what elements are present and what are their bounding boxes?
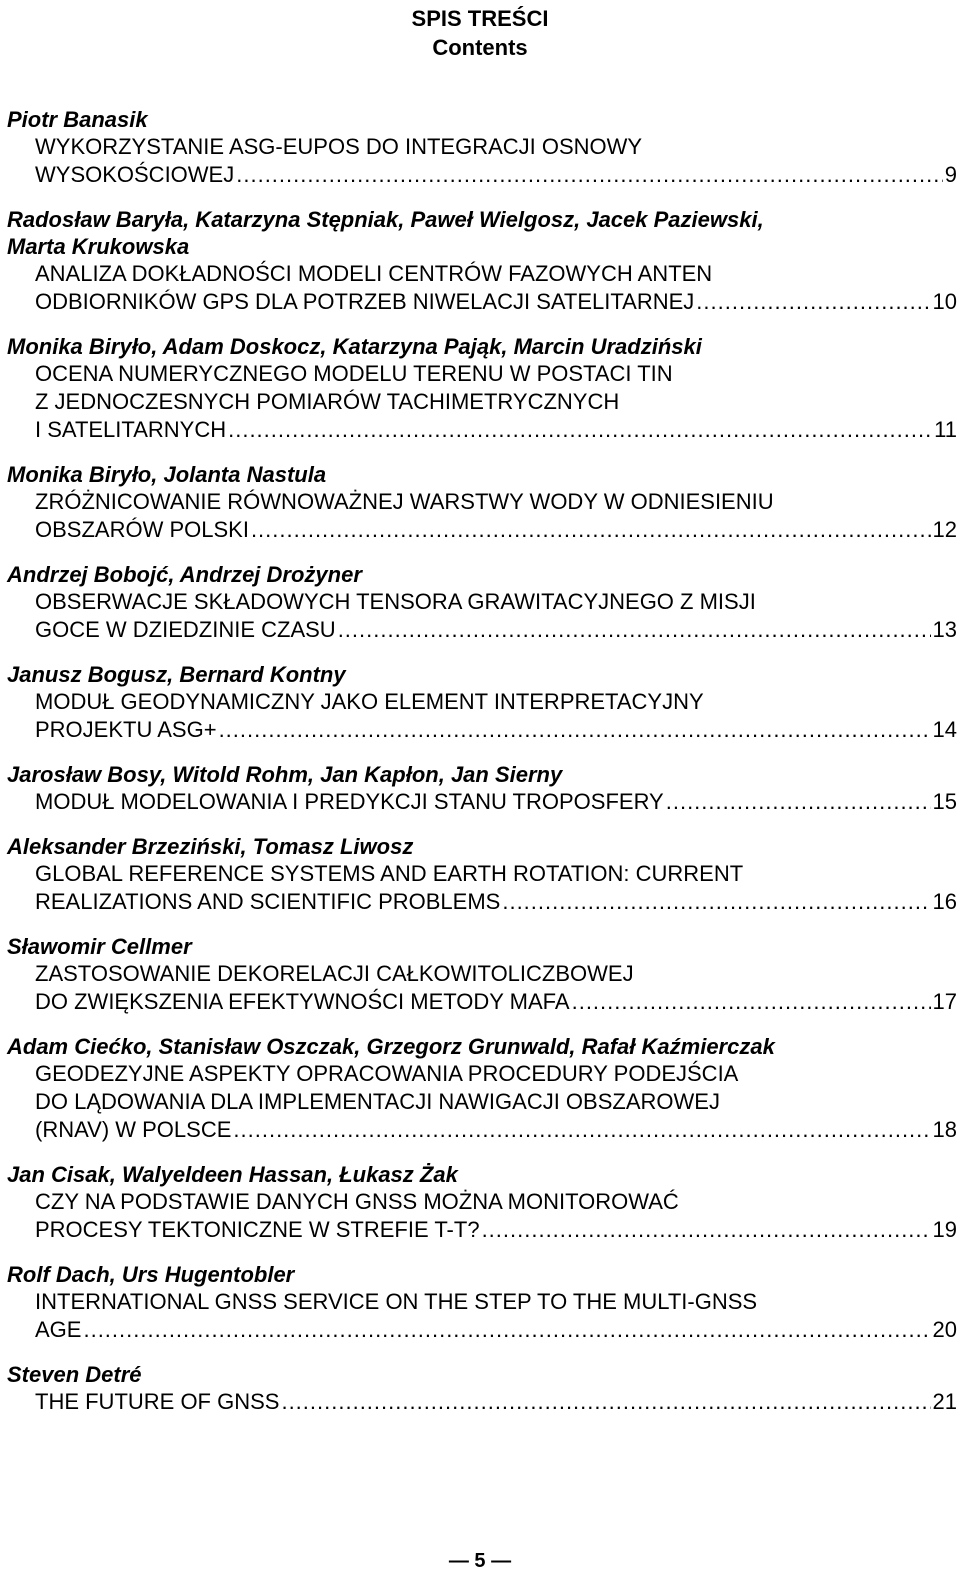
- title-line: CZY NA PODSTAWIE DANYCH GNSS MOŻNA MONITOROWAĆ: [35, 1189, 679, 1214]
- title-last-line: [35, 616, 957, 644]
- dot-leader: [666, 788, 931, 816]
- page-ref[interactable]: 14: [932, 717, 957, 742]
- toc-entry[interactable]: [7, 206, 957, 316]
- title-line: REALIZATIONS AND SCIENTIFIC PROBLEMS: [35, 889, 501, 914]
- toc-entry[interactable]: [7, 933, 957, 1016]
- title-line: ODBIORNIKÓW GPS DLA POTRZEB NIWELACJI SATELITARNEJ: [35, 289, 695, 314]
- title-line: THE FUTURE OF GNSS: [35, 1389, 280, 1414]
- title-line: ZASTOSOWANIE DEKORELACJI CAŁKOWITOLICZBOWEJ: [35, 961, 634, 986]
- page-ref[interactable]: 13: [932, 617, 957, 642]
- title-line: WYKORZYSTANIE ASG-EUPOS DO INTEGRACJI OSNOWY: [35, 134, 643, 159]
- page-ref[interactable]: 18: [932, 1117, 957, 1142]
- title-line: GEODEZYJNE ASPEKTY OPRACOWANIA PROCEDURY PODEJŚCIA: [35, 1061, 739, 1086]
- title-last-line: [35, 1316, 957, 1344]
- toc-entry-authors: [7, 1161, 957, 1188]
- toc-list: [7, 106, 957, 1433]
- title-last-line: [35, 161, 957, 189]
- toc-entry-authors: [7, 461, 957, 488]
- title-line: GOCE W DZIEDZINIE CZASU: [35, 617, 336, 642]
- page-ref[interactable]: 21: [932, 1389, 957, 1414]
- toc-entry-authors: [7, 106, 957, 133]
- author-line: Andrzej Bobojć, Andrzej Drożyner: [7, 562, 362, 587]
- toc-entry-title: [7, 1388, 957, 1416]
- toc-entry[interactable]: [7, 661, 957, 744]
- page-ref[interactable]: 9: [944, 162, 957, 187]
- toc-entry[interactable]: [7, 561, 957, 644]
- toc-entry[interactable]: [7, 461, 957, 544]
- author-line: Jan Cisak, Walyeldeen Hassan, Łukasz Żak: [7, 1162, 458, 1187]
- page-ref[interactable]: 17: [932, 989, 957, 1014]
- author-line: Steven Detré: [7, 1362, 142, 1387]
- toc-entry-title: [7, 1288, 957, 1344]
- toc-title-pl: SPIS TREŚCI: [411, 6, 549, 31]
- title-line: PROCESY TEKTONICZNE W STREFIE T-T?: [35, 1217, 480, 1242]
- toc-entry-title: [7, 788, 957, 816]
- title-line: (RNAV) W POLSCE: [35, 1117, 232, 1142]
- toc-entry-title: [7, 260, 957, 316]
- title-last-line: [35, 516, 957, 544]
- author-line: Piotr Banasik: [7, 107, 148, 132]
- toc-entry[interactable]: [7, 333, 957, 444]
- title-last-line: [35, 1116, 957, 1144]
- dot-leader: [696, 288, 930, 316]
- title-line: MODUŁ GEODYNAMICZNY JAKO ELEMENT INTERPRETACYJNY: [35, 689, 704, 714]
- page-ref[interactable]: 12: [932, 517, 957, 542]
- title-line: Z JEDNOCZESNYCH POMIARÓW TACHIMETRYCZNYCH: [35, 389, 620, 414]
- title-last-line: [35, 716, 957, 744]
- toc-entry-authors: [7, 761, 957, 788]
- title-last-line: [35, 1216, 957, 1244]
- dot-leader: [502, 888, 930, 916]
- page-ref[interactable]: 10: [932, 289, 957, 314]
- author-line: Monika Biryło, Adam Doskocz, Katarzyna Pająk, Marcin Uradziński: [7, 334, 702, 359]
- title-line: OBSZARÓW POLSKI: [35, 517, 249, 542]
- toc-entry-title: [7, 1060, 957, 1144]
- title-line: ZRÓŻNICOWANIE RÓWNOWAŻNEJ WARSTWY WODY W ODNIESIENIU: [35, 489, 774, 514]
- dot-leader: [83, 1316, 930, 1344]
- title-line: AGE: [35, 1317, 82, 1342]
- toc-entry[interactable]: [7, 106, 957, 189]
- toc-entry-title: [7, 960, 957, 1016]
- page-ref[interactable]: 20: [932, 1317, 957, 1342]
- dot-leader: [233, 1116, 930, 1144]
- toc-entry[interactable]: [7, 761, 957, 816]
- toc-entry-authors: [7, 333, 957, 360]
- title-line: WYSOKOŚCIOWEJ: [35, 162, 235, 187]
- page-ref[interactable]: 11: [934, 417, 957, 442]
- title-line: ANALIZA DOKŁADNOŚCI MODELI CENTRÓW FAZOWYCH ANTEN: [35, 261, 713, 286]
- toc-entry[interactable]: [7, 833, 957, 916]
- page-ref[interactable]: 15: [932, 789, 957, 814]
- title-last-line: [35, 888, 957, 916]
- title-last-line: [35, 1388, 957, 1416]
- toc-entry-title: [7, 133, 957, 189]
- toc-entry-title: [7, 488, 957, 544]
- toc-entry-title: [7, 360, 957, 444]
- title-last-line: [35, 788, 957, 816]
- toc-entry-title: [7, 1188, 957, 1244]
- toc-entry-authors: [7, 206, 957, 260]
- toc-entry-authors: [7, 1261, 957, 1288]
- toc-entry[interactable]: [7, 1361, 957, 1416]
- author-line: Sławomir Cellmer: [7, 934, 192, 959]
- author-line: Rolf Dach, Urs Hugentobler: [7, 1262, 295, 1287]
- toc-entry-title: [7, 860, 957, 916]
- title-line: I SATELITARNYCH: [35, 417, 227, 442]
- toc-entry-title: [7, 688, 957, 744]
- dot-leader: [219, 716, 931, 744]
- toc-entry-authors: [7, 661, 957, 688]
- title-line: OCENA NUMERYCZNEGO MODELU TERENU W POSTACI TIN: [35, 361, 673, 386]
- dot-leader: [228, 416, 932, 444]
- dot-leader: [482, 1216, 931, 1244]
- toc-entry[interactable]: [7, 1033, 957, 1144]
- title-line: INTERNATIONAL GNSS SERVICE ON THE STEP TO THE MULTI-GNSS: [35, 1289, 758, 1314]
- page-ref[interactable]: 16: [932, 889, 957, 914]
- author-line: Monika Biryło, Jolanta Nastula: [7, 462, 327, 487]
- toc-entry-authors: [7, 833, 957, 860]
- title-line: DO ZWIĘKSZENIA EFEKTYWNOŚCI METODY MAFA: [35, 989, 570, 1014]
- toc-entry-authors: [7, 1033, 957, 1060]
- author-line: Jarosław Bosy, Witold Rohm, Jan Kapłon, Jan Sierny: [7, 762, 563, 787]
- title-line: GLOBAL REFERENCE SYSTEMS AND EARTH ROTATION: CURRENT: [35, 861, 744, 886]
- page-number: — 5 —: [448, 1550, 512, 1572]
- toc-entry[interactable]: [7, 1161, 957, 1244]
- toc-entry-authors: [7, 561, 957, 588]
- title-line: DO LĄDOWANIA DLA IMPLEMENTACJI NAWIGACJI OBSZAROWEJ: [35, 1089, 720, 1114]
- title-line: PROJEKTU ASG+: [35, 717, 217, 742]
- toc-entry-authors: [7, 933, 957, 960]
- dot-leader: [236, 161, 943, 189]
- toc-header: [0, 4, 960, 62]
- title-last-line: [35, 288, 957, 316]
- dot-leader: [572, 988, 931, 1016]
- dot-leader: [251, 516, 931, 544]
- toc-entry-title: [7, 588, 957, 644]
- author-line: Radosław Baryła, Katarzyna Stępniak, Paweł Wielgosz, Jacek Paziewski,: [7, 207, 764, 232]
- title-last-line: [35, 416, 957, 444]
- toc-entry[interactable]: [7, 1261, 957, 1344]
- title-last-line: [35, 988, 957, 1016]
- page-ref[interactable]: 19: [932, 1217, 957, 1242]
- author-line: Aleksander Brzeziński, Tomasz Liwosz: [7, 834, 414, 859]
- dot-leader: [281, 1388, 930, 1416]
- author-line: Marta Krukowska: [7, 234, 190, 259]
- title-line: OBSERWACJE SKŁADOWYCH TENSORA GRAWITACYJNEGO Z MISJI: [35, 589, 756, 614]
- title-line: MODUŁ MODELOWANIA I PREDYKCJI STANU TROPOSFERY: [35, 789, 664, 814]
- author-line: Adam Ciećko, Stanisław Oszczak, Grzegorz Grunwald, Rafał Kaźmierczak: [7, 1034, 775, 1059]
- author-line: Janusz Bogusz, Bernard Kontny: [7, 662, 346, 687]
- dot-leader: [338, 616, 931, 644]
- toc-entry-authors: [7, 1361, 957, 1388]
- toc-title-en: Contents: [432, 35, 528, 60]
